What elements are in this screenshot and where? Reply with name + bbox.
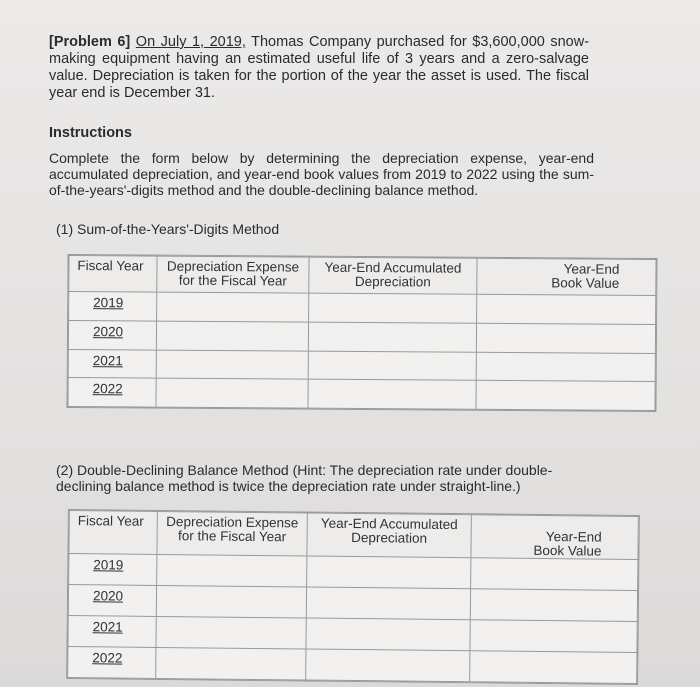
syd-dep-expense-input[interactable] [156, 378, 308, 408]
instructions-heading: Instructions [49, 125, 132, 141]
ddb-header-book-value: Year-End Book Value [471, 515, 638, 560]
syd-header-fiscal-year: Fiscal Year [69, 255, 157, 292]
section-2-title: (2) Double-Declining Balance Method (Hint: The depreciation rate under double-declining balance method is twice the depreciation rate under straight-line.) [56, 462, 553, 494]
syd-accumulated-input[interactable] [309, 293, 477, 323]
problem-statement [49, 34, 589, 102]
ddb-year-cell: 2019 [69, 554, 157, 586]
ddb-header-accumulated: Year-End Accumulated Depreciation [307, 513, 471, 558]
syd-book-value-input[interactable] [477, 294, 656, 324]
ddb-dep-expense-input[interactable] [156, 616, 306, 649]
syd-dep-expense-input[interactable] [157, 292, 309, 322]
ddb-year-cell: 2020 [68, 585, 156, 617]
syd-accumulated-input[interactable] [308, 351, 476, 381]
syd-form [66, 254, 657, 412]
ddb-dep-expense-input[interactable] [156, 647, 306, 680]
ddb-book-value-input[interactable] [470, 620, 637, 653]
instructions-text: Complete the form below by determining the depreciation expense, year-end accumulated depreciation, and year-end book values from 2019 to 2022 using the sum-of-the-years'-digits method and the double-declining balance method. [49, 150, 594, 198]
syd-book-value-input[interactable] [476, 381, 655, 411]
table-row [68, 320, 655, 353]
table-row [68, 378, 655, 411]
ddb-book-value-input[interactable] [471, 558, 638, 591]
ddb-dep-expense-input[interactable] [156, 585, 306, 618]
syd-accumulated-input[interactable] [308, 322, 476, 352]
syd-year-cell: 2020 [68, 320, 156, 349]
problem-text: Thomas Company purchased for $3,600,000 snow-making equipment having an estimated useful life of 3 years and a zero-salvage value. Depreciation is taken for the portion of the year the asset is used. The fiscal year end is December 31. [49, 34, 590, 101]
syd-accumulated-input[interactable] [308, 379, 476, 409]
ddb-dep-expense-input[interactable] [157, 554, 307, 587]
table-row [68, 647, 637, 684]
ddb-book-value-input[interactable] [470, 589, 637, 622]
ddb-year-cell: 2021 [68, 616, 156, 648]
ddb-accumulated-input[interactable] [306, 587, 470, 620]
syd-dep-expense-input[interactable] [156, 350, 308, 380]
ddb-accumulated-input[interactable] [307, 556, 471, 589]
table-row [68, 349, 655, 382]
syd-year-cell: 2022 [68, 378, 156, 407]
syd-year-cell: 2021 [68, 349, 156, 378]
syd-dep-expense-input[interactable] [156, 321, 308, 351]
problem-date: On July 1, 2019, [135, 34, 246, 50]
syd-book-value-input[interactable] [476, 352, 655, 382]
syd-header-dep-expense: Depreciation Expense for the Fiscal Year [157, 256, 309, 293]
ddb-header-dep-expense: Depreciation Expense for the Fiscal Year [157, 511, 307, 556]
ddb-accumulated-input[interactable] [306, 618, 470, 651]
syd-book-value-input[interactable] [476, 323, 655, 353]
ddb-header-fiscal-year: Fiscal Year [69, 511, 157, 555]
problem-label: [Problem 6] [49, 34, 131, 50]
syd-header-accumulated: Year-End Accumulated Depreciation [309, 257, 477, 294]
ddb-book-value-input[interactable] [470, 651, 637, 684]
table-row [69, 291, 656, 324]
syd-header-book-value: Year-End Book Value [477, 258, 656, 295]
section-1-title: (1) Sum-of-the-Years'-Digits Method [56, 221, 280, 237]
ddb-accumulated-input[interactable] [306, 649, 470, 682]
syd-header-row [69, 255, 656, 295]
ddb-header-row [69, 511, 638, 560]
syd-year-cell: 2019 [69, 291, 157, 320]
ddb-form [66, 509, 640, 685]
ddb-year-cell: 2022 [68, 647, 156, 679]
